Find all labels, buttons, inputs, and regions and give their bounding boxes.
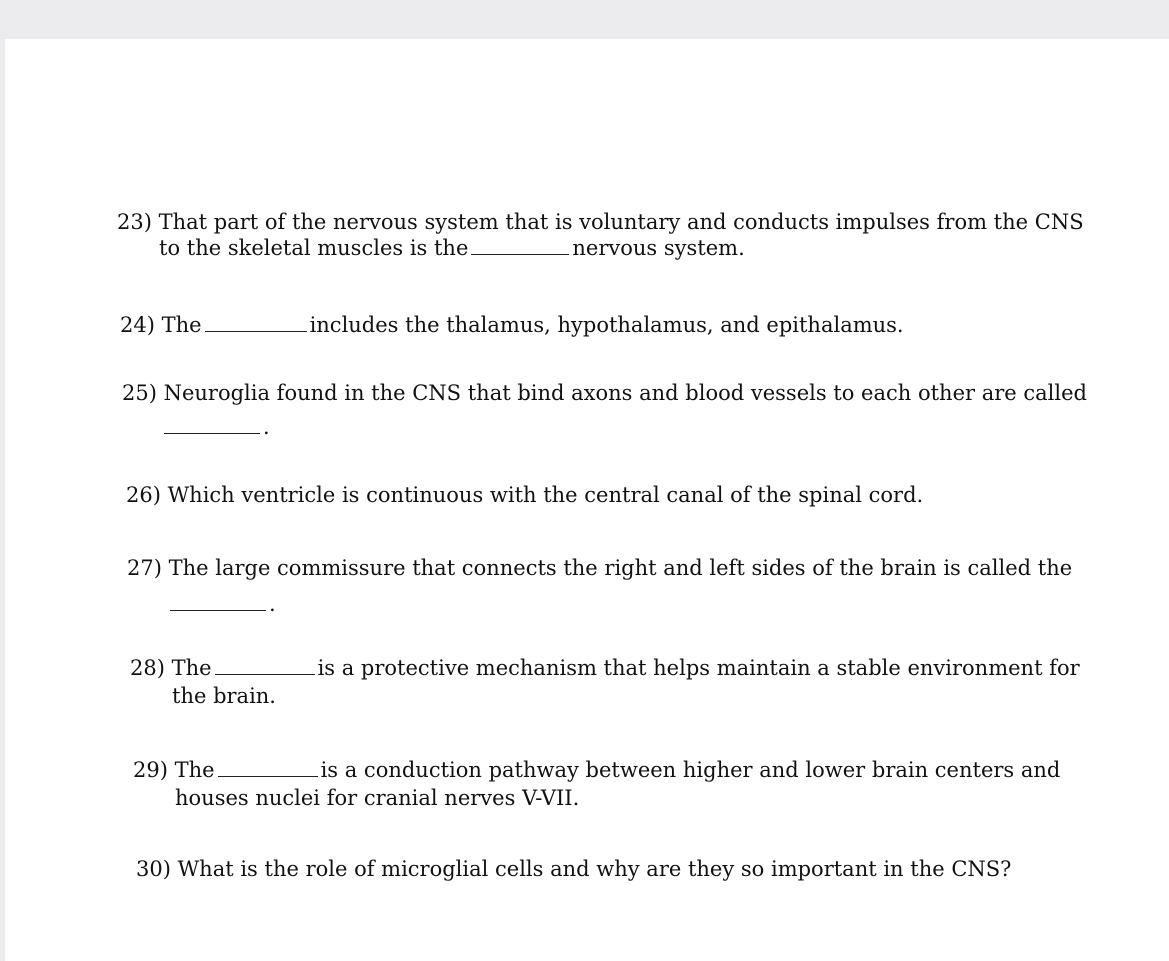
question-23-line2-start: to the skeletal muscles is the <box>159 236 469 260</box>
question-27 <box>127 553 1072 619</box>
question-23-line2-end: nervous system. <box>572 236 745 260</box>
question-29 <box>133 755 1060 813</box>
question-25-end: . <box>263 415 270 439</box>
question-30 <box>136 854 1011 884</box>
question-24-start: 24) The <box>120 313 202 337</box>
answer-blank-27[interactable] <box>170 590 266 611</box>
question-26-text: 26) Which ventricle is continuous with the central canal of the spinal cord. <box>126 483 924 507</box>
question-28-end: is a protective mechanism that helps maintain a stable environment for <box>317 656 1080 680</box>
question-28 <box>130 653 1080 711</box>
answer-blank-28[interactable] <box>215 654 315 675</box>
question-30-text: 30) What is the role of microglial cells and why are they so important in the CNS? <box>136 857 1012 881</box>
answer-blank-29[interactable] <box>218 756 318 777</box>
question-27-line1: 27) The large commissure that connects the right and left sides of the brain is called the <box>127 556 1073 580</box>
answer-blank-23[interactable] <box>471 234 569 255</box>
answer-blank-25[interactable] <box>164 413 260 434</box>
question-28-line2: the brain. <box>172 684 276 708</box>
question-28-start: 28) The <box>130 656 212 680</box>
question-24-end: includes the thalamus, hypothalamus, and epithalamus. <box>309 313 904 337</box>
question-23-line1: 23) That part of the nervous system that is voluntary and conducts impulses from the CNS <box>117 210 1084 234</box>
question-23 <box>117 207 1084 263</box>
question-26 <box>126 480 923 510</box>
question-27-end: . <box>269 592 276 616</box>
question-24 <box>120 310 904 340</box>
question-29-end: is a conduction pathway between higher and lower brain centers and <box>320 758 1061 782</box>
worksheet-page <box>5 39 1169 961</box>
question-25 <box>122 378 1087 442</box>
question-29-start: 29) The <box>133 758 215 782</box>
answer-blank-24[interactable] <box>205 311 307 332</box>
question-29-line2: houses nuclei for cranial nerves V-VII. <box>175 786 580 810</box>
question-25-line1: 25) Neuroglia found in the CNS that bind axons and blood vessels to each other are called <box>122 381 1087 405</box>
